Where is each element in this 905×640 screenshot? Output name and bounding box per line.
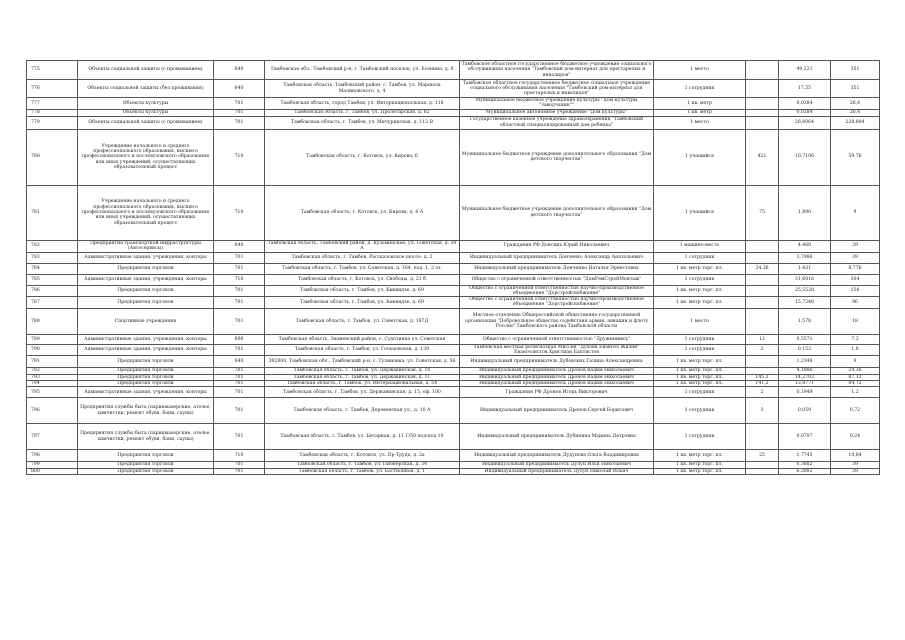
object-type: Предприятия торговли bbox=[78, 374, 214, 380]
owner-name: Индивидуальный предприниматель Дронов Сергей Борисович bbox=[460, 398, 654, 424]
table-row bbox=[27, 98, 880, 110]
object-type: Административные здания, учреждения, конторы bbox=[78, 252, 214, 263]
volume-value: 1,431 bbox=[779, 263, 831, 274]
owner-name: Общество с ограниченной ответственностью научно-производственное объединение "Дорстройснабжение" bbox=[460, 285, 654, 297]
volume-value: 13,8771 bbox=[779, 380, 831, 386]
volume-value: 31,6016 bbox=[779, 274, 831, 285]
volume-value: 10,7106 bbox=[779, 129, 831, 185]
object-type: Учреждение начального и среднего профессионального образования, высшего профессионального и послевузовского образования или иных учреждений, осуществляющих образовательный процесс bbox=[78, 185, 214, 240]
volume-value: 1,2348 bbox=[779, 356, 831, 368]
capacity-value: 3 bbox=[746, 344, 779, 356]
object-address: Тамбовская область, г. Тамбов, ул. Советская, д. 164, под. 1, 2 эт. bbox=[265, 263, 460, 274]
capacity-value bbox=[746, 61, 779, 80]
row-number: 779 bbox=[27, 116, 78, 129]
norm-value: 1,2 bbox=[831, 387, 880, 398]
row-number: 795 bbox=[27, 387, 78, 398]
owner-name: Муниципальное автономное учреждение "Дом культуры" bbox=[460, 109, 654, 116]
capacity-value: 75 bbox=[746, 185, 779, 240]
norm-value: 26,4 bbox=[831, 98, 880, 110]
unit-of-measure: 1 машино-место bbox=[654, 240, 746, 252]
row-number: 790 bbox=[27, 344, 78, 356]
norm-value: 351 bbox=[831, 61, 880, 80]
okato-code: 640 bbox=[214, 356, 265, 368]
object-type: Административные здания, учреждения, конторы bbox=[78, 387, 214, 398]
owner-name: Общество с ограниченной ответственностью "Дружинникъ" bbox=[460, 334, 654, 344]
norm-value: 1,8 bbox=[831, 344, 880, 356]
capacity-value: 3 bbox=[746, 398, 779, 424]
volume-value: 49,221 bbox=[779, 61, 831, 80]
unit-of-measure: 1 сотрудник bbox=[654, 80, 746, 98]
object-type: Предприятия торговли bbox=[78, 263, 214, 274]
owner-name: Общество с ограниченной ответственностью научно-производственное объединение "Дорстройснабжение" bbox=[460, 297, 654, 309]
volume-value: 17,55 bbox=[779, 80, 831, 98]
capacity-value: 25 bbox=[746, 450, 779, 462]
volume-value: 4,1886 bbox=[779, 368, 831, 374]
table-row bbox=[27, 252, 880, 263]
capacity-value: 2 bbox=[746, 387, 779, 398]
owner-name: Местное отделение Общероссийской общественно-государственной организации "Добровольное общество содействия армии, авиации и флоту России" Тамбовского района Тамбовской области bbox=[460, 308, 654, 334]
row-number: 776 bbox=[27, 80, 78, 98]
volume-value: 6,3882 bbox=[779, 462, 831, 468]
row-number: 787 bbox=[27, 297, 78, 309]
volume-value: 4,468 bbox=[779, 240, 831, 252]
object-type: Предприятия службы быта (парикмахерские, ателье, химчистки, ремонт обуви, бани, сауны) bbox=[78, 398, 214, 424]
unit-of-measure: 1 кв. метр торг. пл. bbox=[654, 374, 746, 380]
row-number: 786 bbox=[27, 285, 78, 297]
norm-value: 10,84 bbox=[831, 450, 880, 462]
object-address: Тамбовская область, г. Тамбов, ул. Бастионная, д. 1 bbox=[265, 468, 460, 474]
owner-name: Гражданин РФ Донских Юрий Николаевич bbox=[460, 240, 654, 252]
okato-code: 710 bbox=[214, 450, 265, 462]
okato-code: 640 bbox=[214, 80, 265, 98]
row-number: 791 bbox=[27, 356, 78, 368]
unit-of-measure: 1 сотрудник bbox=[654, 274, 746, 285]
object-address: Тамбовская область, Знаменский район, с. Сухотинка ул. Советская bbox=[265, 334, 460, 344]
object-address: Тамбовская область, г. Тамбов, ул. Советская, д. 187Д bbox=[265, 308, 460, 334]
row-number: 788 bbox=[27, 308, 78, 334]
object-address: Тамбовская область, г. Котовск, ул. Кирова, 6 bbox=[265, 129, 460, 185]
volume-value: 0,1949 bbox=[779, 387, 831, 398]
table-row bbox=[27, 424, 880, 450]
capacity-value bbox=[746, 424, 779, 450]
object-type: Предприятия торговли bbox=[78, 462, 214, 468]
object-address: Тамбовская обл., Тамбовский р-н, г. Тамбовский поселок, ул. Есенина, д. 8 bbox=[265, 61, 460, 80]
unit-of-measure: 1 место bbox=[654, 61, 746, 80]
unit-of-measure: 1 кв. метр торг. пл. bbox=[654, 380, 746, 386]
owner-name: Индивидуальный предприниматель Дронов Вадим Николаевич bbox=[460, 368, 654, 374]
capacity-value bbox=[746, 98, 779, 110]
unit-of-measure: 1 кв. метр торг. пл. bbox=[654, 297, 746, 309]
object-address: Тамбовская область, г. Тамбов, ул. Гольцовская, д. 139 bbox=[265, 344, 460, 356]
okato-code: 701 bbox=[214, 285, 265, 297]
volume-value: 6,3882 bbox=[779, 468, 831, 474]
volume-value: 0,153 bbox=[779, 344, 831, 356]
object-type: Административные здания, учреждения, конторы bbox=[78, 344, 214, 356]
okato-code: 640 bbox=[214, 240, 265, 252]
capacity-value: 34,36 bbox=[746, 263, 779, 274]
capacity-value: 421 bbox=[746, 129, 779, 185]
row-number: 785 bbox=[27, 274, 78, 285]
table-row bbox=[27, 263, 880, 274]
table-row bbox=[27, 450, 880, 462]
norm-value: 87,12 bbox=[831, 374, 880, 380]
norm-value: 59,76 bbox=[831, 129, 880, 185]
table-row bbox=[27, 334, 880, 344]
object-type: Объекты социальной защиты (с проживанием) bbox=[78, 61, 214, 80]
owner-name: Муниципальное бюджетное учреждение культуры "Дом культуры "Заводчанин"" bbox=[460, 98, 654, 110]
unit-of-measure: 1 учащийся bbox=[654, 129, 746, 185]
norm-value: 39 bbox=[831, 240, 880, 252]
capacity-value: 141,2 bbox=[746, 380, 779, 386]
table-row bbox=[27, 344, 880, 356]
okato-code: 701 bbox=[214, 462, 265, 468]
norm-value: 84,72 bbox=[831, 380, 880, 386]
row-number: 798 bbox=[27, 450, 78, 462]
norm-value: 24,36 bbox=[831, 368, 880, 374]
norm-value: 26,4 bbox=[831, 109, 880, 116]
okato-code: 710 bbox=[214, 185, 265, 240]
row-number: 789 bbox=[27, 334, 78, 344]
object-address: Тамбовская область, г. Котовск, ул. Свободы, д. 21 б bbox=[265, 274, 460, 285]
owner-name: Государственное казенное учреждение здравоохранения "Тамбовский областной специализированный дом ребенка" bbox=[460, 116, 654, 129]
okato-code: 701 bbox=[214, 252, 265, 263]
table-row bbox=[27, 240, 880, 252]
okato-code: 701 bbox=[214, 468, 265, 474]
object-address: Тамбовская область, г. Котовск, ул. Кирова, д. 6 А bbox=[265, 185, 460, 240]
capacity-value bbox=[746, 297, 779, 309]
row-number: 793 bbox=[27, 374, 78, 380]
table-row bbox=[27, 61, 880, 80]
norm-value: 18 bbox=[831, 308, 880, 334]
volume-value: 3,7986 bbox=[779, 252, 831, 263]
object-type: Учреждение начального и среднего профессионального образования, высшего профессионального и послевузовского образования или иных учреждений, осуществляющих образовательный процесс bbox=[78, 129, 214, 185]
unit-of-measure: 1 кв. метр торг. пл. bbox=[654, 450, 746, 462]
okato-code: 701 bbox=[214, 297, 265, 309]
object-address: Тамбовская область, г. Тамбов, ул. Державинская, д. 10 bbox=[265, 368, 460, 374]
object-type: Спортивные учреждения bbox=[78, 308, 214, 334]
object-address: Тамбовская область, г. Тамбов, ул. Мичуринская, д. 112 В bbox=[265, 116, 460, 129]
row-number: 777 bbox=[27, 98, 78, 110]
table-row bbox=[27, 468, 880, 474]
volume-value: 14,2703 bbox=[779, 374, 831, 380]
table-row bbox=[27, 80, 880, 98]
object-address: Тамбовская область, г. Тамбов, ул. Бетарная, д. 11 Г/50 под-под 10 bbox=[265, 424, 460, 450]
table-body bbox=[27, 61, 880, 475]
row-number: 775 bbox=[27, 61, 78, 80]
norm-value: 156 bbox=[831, 285, 880, 297]
unit-of-measure: 1 сотрудник bbox=[654, 344, 746, 356]
unit-of-measure: 1 сотрудник bbox=[654, 334, 746, 344]
okato-code: 701 bbox=[214, 116, 265, 129]
object-address: Тамбовская область, Тамбовский район, д. Кузьминское, ул. Советская, д. 30 А bbox=[265, 240, 460, 252]
object-type: Предприятия торговли bbox=[78, 450, 214, 462]
object-address: Тамбовская область, Тамбовский район, с. Тамбов, ул. Маршала Малиновского, д. 4 bbox=[265, 80, 460, 98]
object-type: Административные здания, учреждения, конторы bbox=[78, 334, 214, 344]
object-address: Тамбовская область, г. Тамбов, ул. Киквидзе, д. 69 bbox=[265, 297, 460, 309]
object-type: Объекты социальной защиты (без проживания) bbox=[78, 80, 214, 98]
object-address: Тамбовская область, г. Тамбов, ул. Интернациональная, д. 54 bbox=[265, 380, 460, 386]
unit-of-measure: 1 сотрудник bbox=[654, 398, 746, 424]
unit-of-measure: 1 кв. метр торг. пл. bbox=[654, 368, 746, 374]
okato-code: 701 bbox=[214, 368, 265, 374]
object-address: Тамбовская область, г. Тамбов, ул. Державинская, д. 15, оф. 100 bbox=[265, 387, 460, 398]
object-address: Тамбовская область, г. Котовск, ул. Пр-Труда, д. 2а bbox=[265, 450, 460, 462]
norm-value: 0,24 bbox=[831, 424, 880, 450]
object-type: Предприятия торговли bbox=[78, 468, 214, 474]
norm-value: 39 bbox=[831, 462, 880, 468]
capacity-value bbox=[746, 468, 779, 474]
object-type: Административные здания, учреждения, конторы bbox=[78, 274, 214, 285]
owner-name: Индивидуальный предприниматель Донченко Александр Анатольевич bbox=[460, 252, 654, 263]
norm-value: 9 bbox=[831, 356, 880, 368]
volume-value: 1,7745 bbox=[779, 450, 831, 462]
object-type: Предприятия транспортной инфраструктуры (Автосервисы) bbox=[78, 240, 214, 252]
owner-name: Гражданин РФ Дронов Игорь Викторович bbox=[460, 387, 654, 398]
object-address: Тамбовская область, г. Тамбов, Деревенская ул., д. 10 А bbox=[265, 398, 460, 424]
table-row bbox=[27, 185, 880, 240]
norm-value: 39 bbox=[831, 252, 880, 263]
capacity-value bbox=[746, 252, 779, 263]
row-number: 792 bbox=[27, 368, 78, 374]
okato-code: 701 bbox=[214, 424, 265, 450]
unit-of-measure: 1 сотрудник bbox=[654, 252, 746, 263]
object-type: Предприятия торговли bbox=[78, 380, 214, 386]
object-address: Тамбовская область, г. Тамбов, ул. Пионерская, д. 34 bbox=[265, 462, 460, 468]
okato-code: 701 bbox=[214, 374, 265, 380]
okato-code: 701 bbox=[214, 308, 265, 334]
unit-of-measure: 1 кв. метр торг. пл. bbox=[654, 263, 746, 274]
table-row bbox=[27, 116, 880, 129]
unit-of-measure: 1 кв. метр торг. пл. bbox=[654, 468, 746, 474]
table-row bbox=[27, 308, 880, 334]
volume-value: 0,0384 bbox=[779, 98, 831, 110]
row-number: 781 bbox=[27, 185, 78, 240]
object-address: 392000, Тамбовская обл., Тамбовский р-н, с. Тулиновка, ул. Советская, д. 56 bbox=[265, 356, 460, 368]
volume-value: 0,0384 bbox=[779, 109, 831, 116]
capacity-value bbox=[746, 356, 779, 368]
owner-name: Тамбовское областное государственное бюджетное учреждение социального обслуживания населения "Тамбовский дом-интернат для престарелых и инвалидов" bbox=[460, 61, 654, 80]
volume-value: 25,5528 bbox=[779, 285, 831, 297]
capacity-value bbox=[746, 116, 779, 129]
owner-name: Общество с ограниченной ответственностью "ДомРемСтройМонтаж" bbox=[460, 274, 654, 285]
norm-value: 8,776 bbox=[831, 263, 880, 274]
row-number: 794 bbox=[27, 380, 78, 386]
norm-value: 304 bbox=[831, 274, 880, 285]
norm-value: 351 bbox=[831, 80, 880, 98]
okato-code: 701 bbox=[214, 263, 265, 274]
row-number: 800 bbox=[27, 468, 78, 474]
okato-code: 701 bbox=[214, 98, 265, 110]
object-type: Объекты культуры bbox=[78, 98, 214, 110]
norm-value: 96 bbox=[831, 297, 880, 309]
okato-code: 701 bbox=[214, 109, 265, 116]
table-row bbox=[27, 387, 880, 398]
table-row bbox=[27, 398, 880, 424]
owner-name: Тамбовская местная религиозная Миссия "Духовн Евангел Жизни" Евангелистов Христиан Баптистов bbox=[460, 344, 654, 356]
row-number: 796 bbox=[27, 398, 78, 424]
owner-name: Индивидуальный предприниматель Дулуп Николай Ильич bbox=[460, 468, 654, 474]
object-address: Тамбовская область, г. Тамбов, ул. Пролетарская, д. 62 bbox=[265, 109, 460, 116]
table-row bbox=[27, 285, 880, 297]
norm-value: 9 bbox=[831, 185, 880, 240]
volume-value: 0,0797 bbox=[779, 424, 831, 450]
unit-of-measure: 1 кв. метр bbox=[654, 98, 746, 110]
object-type: Объекты социальной защиты (с проживанием) bbox=[78, 116, 214, 129]
norm-value: 7,2 bbox=[831, 334, 880, 344]
capacity-value bbox=[746, 240, 779, 252]
okato-code: 701 bbox=[214, 344, 265, 356]
volume-value: 15,7248 bbox=[779, 297, 831, 309]
unit-of-measure: 1 кв. метр торг. пл. bbox=[654, 285, 746, 297]
object-address: Тамбовская область, г. Тамбов, ул. Киквидзе, д. 69 bbox=[265, 285, 460, 297]
okato-code: 640 bbox=[214, 61, 265, 80]
object-type: Предприятия службы быта (парикмахерские, ателье, химчистки, ремонт обуви, бани, сауны) bbox=[78, 424, 214, 450]
object-type: Объекты культуры bbox=[78, 109, 214, 116]
owner-name: Муниципальное бюджетное учреждение дополнительного образования "Дом детского творчества" bbox=[460, 185, 654, 240]
volume-value: 0,059 bbox=[779, 398, 831, 424]
unit-of-measure: 1 кв. метр bbox=[654, 109, 746, 116]
table-row bbox=[27, 129, 880, 185]
row-number: 784 bbox=[27, 263, 78, 274]
row-number: 799 bbox=[27, 462, 78, 468]
object-type: Предприятия торговли bbox=[78, 356, 214, 368]
capacity-value: 145,2 bbox=[746, 374, 779, 380]
owner-name: Тамбовское областное государственное бюджетное социальное учреждение социального обслуживания населения "Тамбовский дом-интернат для престарелых и инвалидов" bbox=[460, 80, 654, 98]
okato-code: 710 bbox=[214, 129, 265, 185]
unit-of-measure: 1 кв. метр торг. пл. bbox=[654, 356, 746, 368]
unit-of-measure: 1 место bbox=[654, 308, 746, 334]
volume-value: 0,5571 bbox=[779, 334, 831, 344]
volume-value: 1,890 bbox=[779, 185, 831, 240]
row-number: 782 bbox=[27, 240, 78, 252]
object-type: Предприятия торговли bbox=[78, 285, 214, 297]
owner-name: Индивидуальный предприниматель Дубовских Галина Александровна bbox=[460, 356, 654, 368]
norm-value: 228,804 bbox=[831, 116, 880, 129]
row-number: 783 bbox=[27, 252, 78, 263]
capacity-value bbox=[746, 308, 779, 334]
object-type: Предприятия торговли bbox=[78, 368, 214, 374]
table-row bbox=[27, 109, 880, 116]
capacity-value bbox=[746, 274, 779, 285]
registry-table bbox=[26, 60, 880, 475]
object-type: Предприятия торговли bbox=[78, 297, 214, 309]
capacity-value: 12 bbox=[746, 334, 779, 344]
row-number: 797 bbox=[27, 424, 78, 450]
norm-value: 0,72 bbox=[831, 398, 880, 424]
okato-code: 701 bbox=[214, 387, 265, 398]
row-number: 780 bbox=[27, 129, 78, 185]
volume-value: 1,578 bbox=[779, 308, 831, 334]
okato-code: 710 bbox=[214, 274, 265, 285]
owner-name: Индивидуальный предприниматель Дубинина Марина Петровна bbox=[460, 424, 654, 450]
capacity-value bbox=[746, 285, 779, 297]
okato-code: 701 bbox=[214, 398, 265, 424]
norm-value: 39 bbox=[831, 468, 880, 474]
owner-name: Индивидуальный предприниматель Дулуп Илья Николаевич bbox=[460, 462, 654, 468]
unit-of-measure: 1 учащийся bbox=[654, 185, 746, 240]
owner-name: Индивидуальный предприниматель Дронов Вадим Николаевич bbox=[460, 380, 654, 386]
capacity-value bbox=[746, 109, 779, 116]
row-number: 778 bbox=[27, 109, 78, 116]
unit-of-measure: 1 кв. метр торг. пл. bbox=[654, 462, 746, 468]
volume-value: 26,8064 bbox=[779, 116, 831, 129]
object-address: Тамбовская область, г. Тамбов, ул. Державинская, д. 11 bbox=[265, 374, 460, 380]
owner-name: Индивидуальный предприниматель Дудунова Ольга Владимировна bbox=[460, 450, 654, 462]
owner-name: Индивидуальный предприниматель Дронов Вадим Николаевич bbox=[460, 374, 654, 380]
document-page bbox=[26, 60, 879, 578]
owner-name: Индивидуальный предприниматель Донченко Наталья Эрнестовна bbox=[460, 263, 654, 274]
okato-code: 701 bbox=[214, 380, 265, 386]
capacity-value bbox=[746, 80, 779, 98]
owner-name: Муниципальное бюджетное учреждение дополнительного образования "Дом детского творчества" bbox=[460, 129, 654, 185]
object-address: Тамбовская область, г. Тамбов, Рассказовское шоссе, д. 2 bbox=[265, 252, 460, 263]
unit-of-measure: 1 сотрудник bbox=[654, 424, 746, 450]
table-row bbox=[27, 274, 880, 285]
table-row bbox=[27, 356, 880, 368]
unit-of-measure: 1 сотрудник bbox=[654, 387, 746, 398]
unit-of-measure: 1 место bbox=[654, 116, 746, 129]
okato-code: 606 bbox=[214, 334, 265, 344]
object-address: Тамбовская область, город Тамбов, ул. Интернациональная, д. 118 bbox=[265, 98, 460, 110]
table-row bbox=[27, 297, 880, 309]
